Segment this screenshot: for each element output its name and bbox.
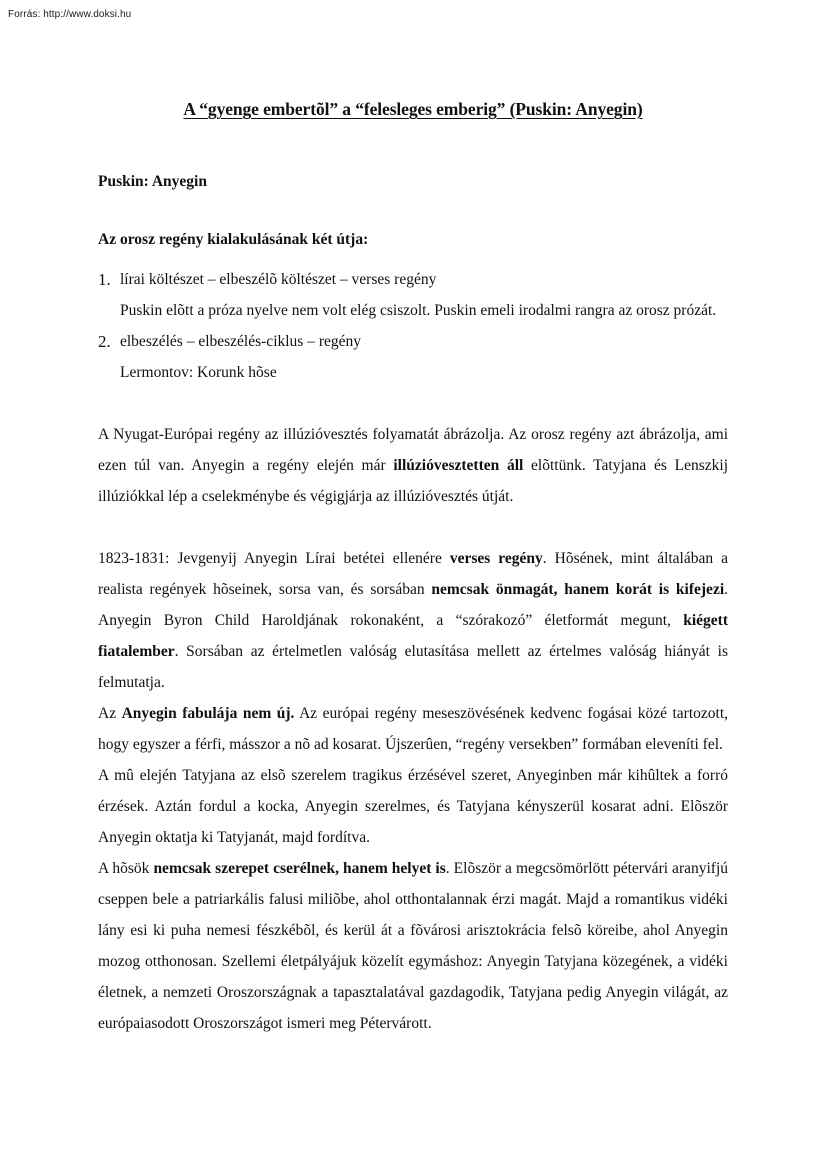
emphasis-text: illúzióvesztetten áll [393,457,524,474]
paragraph [98,760,728,853]
list-item-label: elbeszélés – elbeszélés-ciklus – regény [120,333,362,350]
paragraph [98,543,728,698]
paragraph-text: Az [98,705,122,722]
paragraph-text: A Nyugat-Európai regény az illúzióvesztés folyamatát ábrázolja. Az orosz regény azt ábrázolja, ami ezen túl van. Anyegin a regény elején már [98,426,728,474]
subheading-work: Puskin: Anyegin [98,173,207,190]
paragraph-text: Az európai regény meseszövésének kedvenc fogásai közé tartozott, hogy egyszer a férfi, másszor a nõ ad kosarat. Újszerûen, “regény versekben” formában eleveníti fel. [98,705,728,753]
paragraph-text: . Anyegin Byron Child Haroldjának rokonaként, a “szórakozó” életformát megunt, [98,581,729,629]
paragraph-text: . Sorsában az értelmetlen valóság elutasítása mellett az értelmes valóság hiányát is felmutatja. [98,643,728,691]
list-item-marker: 2. [98,332,111,351]
emphasis-text: verses regény [449,550,543,567]
paragraph [98,419,728,512]
paragraph-text: A hõsök [98,860,154,877]
paragraph [98,853,728,1039]
paragraph-text: . Hõsének, mint általában a realista regények hõseinek, sorsa van, és sorsában [98,550,729,598]
list-item-detail: Puskin elõtt a próza nyelve nem volt elég csiszolt. Puskin emeli irodalmi rangra az orosz prózát. [120,302,717,319]
emphasis-text: nemcsak önmagát, hanem korát is kifejezi [431,581,725,598]
list-item [98,264,728,326]
list-item-label: lírai költészet – elbeszélõ költészet – verses regény [120,271,437,288]
paragraph-text: 1823-1831: Jevgenyij Anyegin Lírai betétei ellenére [98,550,450,567]
list-item-detail: Lermontov: Korunk hõse [120,364,277,381]
paragraph-text: elõttünk. Tatyjana és Lenszkij illúziókkal lép a cselekménybe és végigjárja az illúzióvesztés útját. [98,457,729,505]
emphasis-text: kiégett fiatalember [98,612,728,660]
emphasis-text: Anyegin fabulája nem új. [121,705,295,722]
paragraph-text: . Elõször a megcsömörlött pétervári aranyifjú cseppen bele a patriarkális falusi miliõbe, ahol otthontalannak érzi magát. Majd a romantikus vidéki lány esi ki puha nemesi fészkébõl, és kerül át a fõvárosi arisztokrácia felsõ köreibe, ahol Anyegin mozog otthonosan. Szellemi életpályájuk közelít egymáshoz: Anyegin Tatyjana közegének, a vidéki életnek, a nemzeti Oroszországnak a tapasztalatával gazdagodik, Tatyjana pedig Anyegin világát, az európaiasodott Oroszországot ismeri meg Pétervárott. [98,860,729,1032]
list-item [98,326,728,388]
list-item-marker: 1. [98,270,111,289]
emphasis-text: nemcsak szerepet cserélnek, hanem helyet is [153,860,446,877]
page-title: A “gyenge embertõl” a “felesleges emberig” (Puskin: Anyegin) [183,99,643,119]
source-url-header: Forrás: http://www.doksi.hu [8,9,132,20]
document-page [98,0,728,1039]
subheading-section: Az orosz regény kialakulásának két útja: [98,231,369,248]
body-paragraphs [98,419,728,1039]
paragraph-text: A mû elején Tatyjana az elsõ szerelem tragikus érzésével szeret, Anyeginben már kihûltek a forró érzések. Aztán fordul a kocka, Anyegin szerelmes, és Tatyjana kényszerül kosarat adni. Elõször Anyegin oktatja ki Tatyjanát, majd fordítva. [98,767,728,846]
numbered-list [98,264,728,388]
paragraph [98,698,728,760]
